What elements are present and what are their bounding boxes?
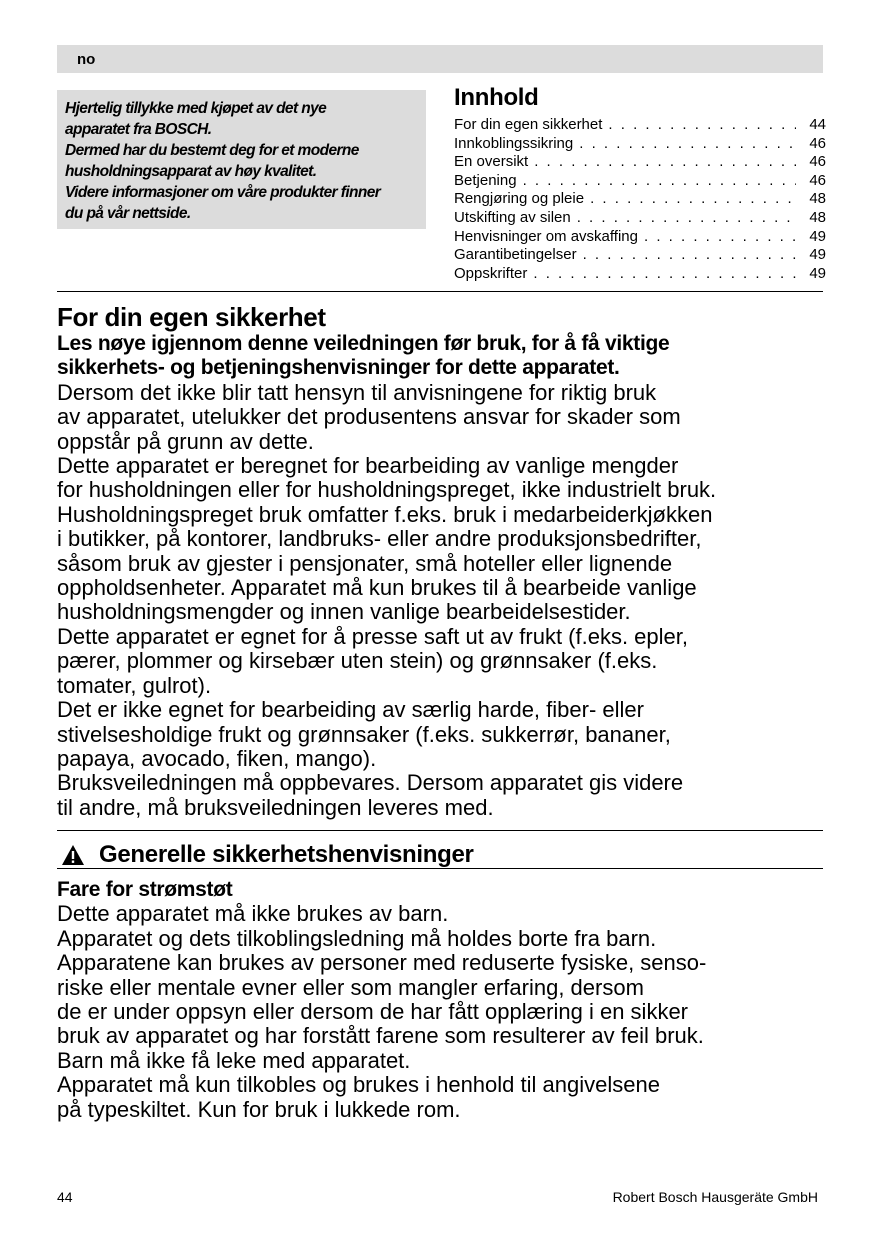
divider [57,291,823,292]
toc-leader [583,246,796,265]
subheading: Fare for strømstøt [57,878,233,901]
section-body [57,381,827,820]
intro-box [57,90,426,229]
body-line: papaya, avocado, fiken, mango). [57,745,377,771]
lead-line: sikkerhets- og betjeningshenvisninger for dette apparatet. [57,356,620,380]
table-of-contents [454,84,826,283]
body-line: Barn må ikke få leke med apparatet. [57,1047,411,1073]
toc-leader [523,172,796,191]
intro-line: husholdningsapparat av høy kvalitet. [65,163,317,180]
body-line: i butikker, på kontorer, landbruks- eller andre produksjonsbedrifter, [57,526,702,552]
section-heading: For din egen sikkerhet [57,302,326,332]
intro-line: Videre informasjoner om våre produkter finner [65,184,381,201]
lead-line: Les nøye igjennom denne veiledningen før bruk, for å få viktige [57,332,670,355]
toc-entry-title: Utskifting av silen [454,208,571,226]
toc-entry[interactable] [454,246,826,265]
body-line: til andre, må bruksveiledningen leveres med. [57,794,494,820]
toc-entry[interactable] [454,209,826,228]
body-line: Apparatene kan brukes av personer med reduserte fysiske, senso- [57,950,707,976]
intro-line: du på vår nettside. [65,205,191,222]
body-line: oppholdsenheter. Apparatet må kun brukes til å bearbeide vanlige [57,575,697,601]
toc-entry-page: 49 [809,246,826,264]
body-line: bruk av apparatet og har forstått farene som resulterer av feil bruk. [57,1023,704,1049]
toc-entry[interactable] [454,153,826,172]
body-line: Dersom det ikke blir tatt hensyn til anvisningene for riktig bruk [57,379,657,405]
toc-leader [533,265,796,284]
divider [57,830,823,831]
toc-entry-title: For din egen sikkerhet [454,116,603,133]
body-line: tomater, gulrot). [57,672,212,698]
body-line: Dette apparatet er egnet for å presse saft ut av frukt (f.eks. epler, [57,623,688,649]
toc-leader [579,135,796,154]
body-line: oppstår på grunn av dette. [57,428,314,454]
company-name: Robert Bosch Hausgeräte GmbH [612,1189,818,1205]
toc-entry-page: 49 [809,227,826,245]
intro-line: apparatet fra BOSCH. [65,121,212,138]
toc-entry[interactable] [454,135,826,154]
toc-entry-page: 46 [809,153,826,171]
body-line: husholdningsmengder og innen vanlige bearbeidelsestider. [57,599,631,625]
toc-entry-title: Innkoblingssikring [454,134,574,152]
toc-entry-title: Henvisninger om avskaffing [454,227,638,245]
toc-leader [644,228,796,247]
language-bar [57,45,823,73]
toc-title: Innhold [454,84,539,111]
toc-entry-page: 48 [809,208,826,226]
toc-entry[interactable] [454,116,826,135]
toc-entry[interactable] [454,190,826,209]
toc-entry[interactable] [454,172,826,191]
toc-entry[interactable] [454,265,826,284]
body-line: Apparatet og dets tilkoblingsledning må holdes borte fra barn. [57,925,657,951]
body-line: såsom bruk av gjester i pensjonater, små hoteller eller lignende [57,550,673,576]
body-line: Det er ikke egnet for bearbeiding av særlig harde, fiber- eller [57,697,644,723]
toc-entry-page: 46 [809,134,826,152]
body-line: de er under oppsyn eller dersom de har fått opplæring i en sikker [57,999,689,1025]
toc-entry-title: En oversikt [454,153,529,171]
toc-entry[interactable] [454,228,826,247]
body-line: Apparatet må kun tilkobles og brukes i henhold til angivelsene [57,1072,660,1098]
toc-entry-page: 44 [809,116,826,133]
toc-leader [590,190,796,209]
general-section [57,878,827,1122]
general-heading-row [57,841,474,869]
body-line: pærer, plommer og kirsebær uten stein) og grønnsaker (f.eks. [57,648,658,674]
section-body [57,902,827,1122]
toc-entry-page: 46 [809,171,826,189]
body-line: av apparatet, utelukker det produsentens ansvar for skader som [57,404,681,430]
warning-triangle-icon [61,844,85,866]
body-line: Dette apparatet må ikke brukes av barn. [57,901,449,927]
body-line: stivelsesholdige frukt og grønnsaker (f.eks. sukkerrør, bananer, [57,721,671,747]
toc-entry-title: Betjening [454,171,517,189]
toc-entry-title: Rengjøring og pleie [454,190,585,208]
intro-line: Hjertelig tillykke med kjøpet av det nye [65,100,327,117]
toc-leader [534,153,796,172]
toc-entry-title: Garantibetingelser [454,246,577,264]
intro-line: Dermed har du bestemt deg for et moderne [65,142,359,159]
body-line: Dette apparatet er beregnet for bearbeiding av vanlige mengder [57,453,679,479]
safety-section [57,302,827,820]
body-line: Husholdningspreget bruk omfatter f.eks. bruk i medarbeiderkjøkken [57,501,713,527]
toc-leader [608,116,796,135]
toc-leader [577,209,796,228]
page-number: 44 [57,1189,73,1205]
toc-entry-title: Oppskrifter [454,264,528,282]
body-line: riske eller mentale evner eller som mangler erfaring, dersom [57,974,644,1000]
divider [57,868,823,869]
toc-entry-page: 49 [809,264,826,282]
toc-entry-page: 48 [809,190,826,208]
section-heading: Generelle sikkerhetshenvisninger [99,841,474,868]
body-line: på typeskiltet. Kun for bruk i lukkede rom. [57,1096,461,1122]
language-tag: no [77,51,96,68]
body-line: for husholdningen eller for husholdningspreget, ikke industrielt bruk. [57,477,717,503]
body-line: Bruksveiledningen må oppbevares. Dersom apparatet gis videre [57,770,684,796]
